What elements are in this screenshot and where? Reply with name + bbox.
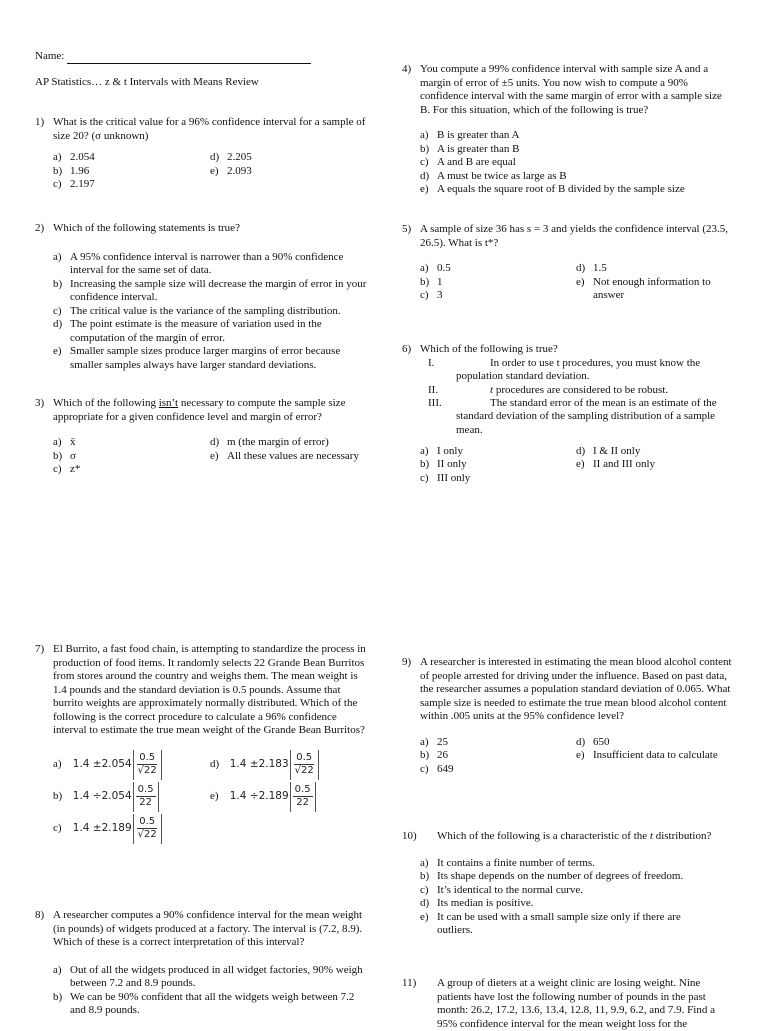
statement-label-i: I. xyxy=(428,356,435,369)
name-label: Name: xyxy=(35,50,65,62)
question-number: 3) xyxy=(35,397,45,409)
question-2 xyxy=(35,222,370,372)
question-text: El Burrito, a fast food chain, is attempting to standardize the process in production of food items. It randomly selects 22 Grande Bean Burritos from stores around the country and weighs them. The mean weight is 1.4 pounds and the standard deviation is 0.5 pounds. Assume that burrito weights are approximately normally distributed. Which of the following is the correct procedure to calculate a 96% confidence interval to estimate the true mean weight of the Grande Bean Burritos? xyxy=(53,643,366,736)
answer-choices xyxy=(420,262,732,306)
choice-d[interactable]: d) A must be twice as large as B xyxy=(420,169,567,182)
question-text: What is the critical value for a 96% confidence interval for a sample of size 20? (σ unknown) xyxy=(53,116,366,142)
choice-d[interactable]: d) 650 xyxy=(576,735,610,748)
choice-b[interactable]: b) σ xyxy=(53,449,76,462)
choice-c[interactable]: c) The critical value is the variance of the sampling distribution. xyxy=(53,304,341,317)
choice-b[interactable]: b) 1.96 xyxy=(53,164,90,177)
question-number: 4) xyxy=(402,63,412,75)
choice-d[interactable]: d) The point estimate is the measure of variation used in the computation of the margin of error. xyxy=(53,318,322,344)
question-text: Which of the following statements is true? xyxy=(53,222,240,234)
choice-c[interactable]: c) III only xyxy=(420,471,471,484)
question-8 xyxy=(35,909,370,1018)
question-number: 1) xyxy=(35,116,45,128)
question-text: A researcher computes a 90% confidence interval for the mean weight (in pounds) of widgets produced at a factory. The interval is (7.2, 8.9). Which of these is a correct interpretation of this interval? xyxy=(53,909,363,948)
choice-d[interactable]: d) 1.4 ±2.183 $\frac{0.5}{√22}$ xyxy=(210,750,319,780)
answer-choices xyxy=(53,750,370,850)
question-number: 8) xyxy=(35,909,45,921)
question-text: Which of the following isn’t necessary to compute the sample size appropriate for a given confidence level and margin of error? xyxy=(53,397,346,423)
worksheet-title: AP Statistics… z & t Intervals with Means Review xyxy=(35,76,259,88)
choice-b[interactable]: b) 1.4 ÷2.054 $\frac{0.5}{22}$ xyxy=(53,782,159,812)
choice-e[interactable]: e) Insufficient data to calculate xyxy=(576,749,718,761)
question-number: 6) xyxy=(402,343,412,355)
choice-a[interactable]: a) 1.4 ±2.054 $\frac{0.5}{√22}$ xyxy=(53,750,162,780)
choice-a[interactable]: a) 0.5 xyxy=(420,262,451,274)
choice-b[interactable]: b) We can be 90% confident that all the widgets weigh between 7.2 and 8.9 pounds. xyxy=(53,990,355,1016)
statement-ii: t procedures are considered to be robust. xyxy=(490,383,669,396)
choice-e[interactable]: e) 2.093 xyxy=(210,164,252,177)
choice-d[interactable]: d) 2.205 xyxy=(210,151,252,163)
question-text: Which of the following is a characteristic of the t distribution? xyxy=(437,830,712,842)
choice-a[interactable]: a) B is greater than A xyxy=(420,129,520,141)
choice-d[interactable]: d) m (the margin of error) xyxy=(210,436,329,448)
question-6 xyxy=(402,343,732,489)
statement-i: In order to use t procedures, you must know the population standard deviation. xyxy=(456,356,701,382)
question-text: A group of dieters at a weight clinic are losing weight. Nine patients have lost the following number of pounds in the past month: 26.2, 17.2, 13.6, 13.4, 12.8, 11, 9.9, 6.2, and 7.9. Find a 95% confidence interval for the mean weight loss for the xyxy=(437,977,715,1030)
choice-a[interactable]: a) I only xyxy=(420,444,463,457)
underlined-word: isn’t xyxy=(158,397,179,409)
answer-choices xyxy=(420,857,732,938)
choice-c[interactable]: c) z* xyxy=(53,463,81,475)
choice-c[interactable]: c) 649 xyxy=(420,762,454,775)
choice-c[interactable]: c) It’s identical to the normal curve. xyxy=(420,883,584,896)
question-number: 7) xyxy=(35,643,45,655)
question-11 xyxy=(402,977,732,1031)
choice-e[interactable]: e) Smaller sample sizes produce larger margins of error because smaller samples always have larger standard deviations. xyxy=(53,345,341,371)
choice-d[interactable]: d) 1.5 xyxy=(576,262,607,274)
answer-choices xyxy=(420,445,732,489)
question-number: 2) xyxy=(35,222,45,234)
name-line xyxy=(35,50,311,64)
choice-b[interactable]: b) 26 xyxy=(420,749,448,761)
choice-a[interactable]: a) x̄ xyxy=(53,436,76,448)
choice-e[interactable]: e) A equals the square root of B divided by the sample size xyxy=(420,183,685,195)
choice-c[interactable]: c) 1.4 ±2.189 $\frac{0.5}{√22}$ xyxy=(53,814,162,844)
question-10 xyxy=(402,830,732,938)
answer-choices xyxy=(53,251,370,373)
choice-a[interactable]: a) 2.054 xyxy=(53,151,95,163)
choice-e[interactable]: e) II and III only xyxy=(576,458,656,470)
question-3 xyxy=(35,397,370,478)
answer-choices xyxy=(53,436,370,478)
statement-label-ii: II. xyxy=(428,383,439,396)
choice-e[interactable]: e) All these values are necessary xyxy=(210,449,359,462)
choice-e[interactable]: e) 1.4 ÷2.189 $\frac{0.5}{22}$ xyxy=(210,782,316,812)
answer-choices xyxy=(420,129,732,197)
choice-b[interactable]: b) Increasing the sample size will decrease the margin of error in your confidence interval. xyxy=(53,277,367,303)
statement-label-iii: III. xyxy=(428,396,442,409)
question-4 xyxy=(402,63,732,197)
question-5 xyxy=(402,223,732,306)
question-1 xyxy=(35,116,370,193)
choice-c[interactable]: c) A and B are equal xyxy=(420,156,516,168)
question-text: Which of the following is true? xyxy=(420,343,558,355)
choice-a[interactable]: a) Out of all the widgets produced in all widget factories, 90% weigh between 7.2 and 8.9 pounds. xyxy=(53,963,363,989)
question-7 xyxy=(35,643,370,850)
question-number: 9) xyxy=(402,656,412,668)
question-text: A researcher is interested in estimating the mean blood alcohol content of people arrested for driving under the influence. Based on past data, the researcher assumes a population standard deviation of 0.065. What sample size is needed to estimate the true mean blood alcohol content within .005 units at the 95% confidence level? xyxy=(420,656,732,722)
choice-b[interactable]: b) Its shape depends on the number of degrees of freedom. xyxy=(420,870,684,882)
answer-choices xyxy=(53,151,370,193)
choice-d[interactable]: d) Its median is positive. xyxy=(420,897,534,909)
question-number: 11) xyxy=(402,977,417,989)
question-text: You compute a 99% confidence interval with sample size A and a margin of error of ±5 units. You now wish to compute a 90% confidence interval with the same margin of error with a sample size B. For this situation, which of the following is true? xyxy=(420,63,722,116)
choice-a[interactable]: a) 25 xyxy=(420,735,448,748)
question-text: A sample of size 36 has s = 3 and yields the confidence interval (23.5, 26.5). What is t*? xyxy=(420,223,729,249)
choice-b[interactable]: b) II only xyxy=(420,458,467,470)
choice-a[interactable]: a) A 95% confidence interval is narrower than a 90% confidence interval for the same set of data. xyxy=(53,250,344,276)
question-number: 10) xyxy=(402,830,417,842)
choice-b[interactable]: b) A is greater than B xyxy=(420,142,520,155)
choice-c[interactable]: c) 2.197 xyxy=(53,178,95,190)
choice-c[interactable]: c) 3 xyxy=(420,289,443,301)
roman-statements xyxy=(428,357,732,437)
choice-a[interactable]: a) It contains a finite number of terms. xyxy=(420,856,595,869)
name-blank[interactable] xyxy=(67,51,311,64)
choice-b[interactable]: b) 1 xyxy=(420,275,443,288)
answer-choices xyxy=(53,964,370,1018)
statement-iii: The standard error of the mean is an estimate of the standard deviation of the sampling distribution of a sample mean. xyxy=(456,396,717,436)
answer-choices xyxy=(420,736,732,780)
question-number: 5) xyxy=(402,223,412,235)
question-9 xyxy=(402,656,732,780)
choice-d[interactable]: d) I & II only xyxy=(576,444,641,457)
choice-e[interactable]: e) Not enough information to answer xyxy=(576,275,711,301)
choice-e[interactable]: e) It can be used with a small sample size only if there are outliers. xyxy=(420,910,681,936)
